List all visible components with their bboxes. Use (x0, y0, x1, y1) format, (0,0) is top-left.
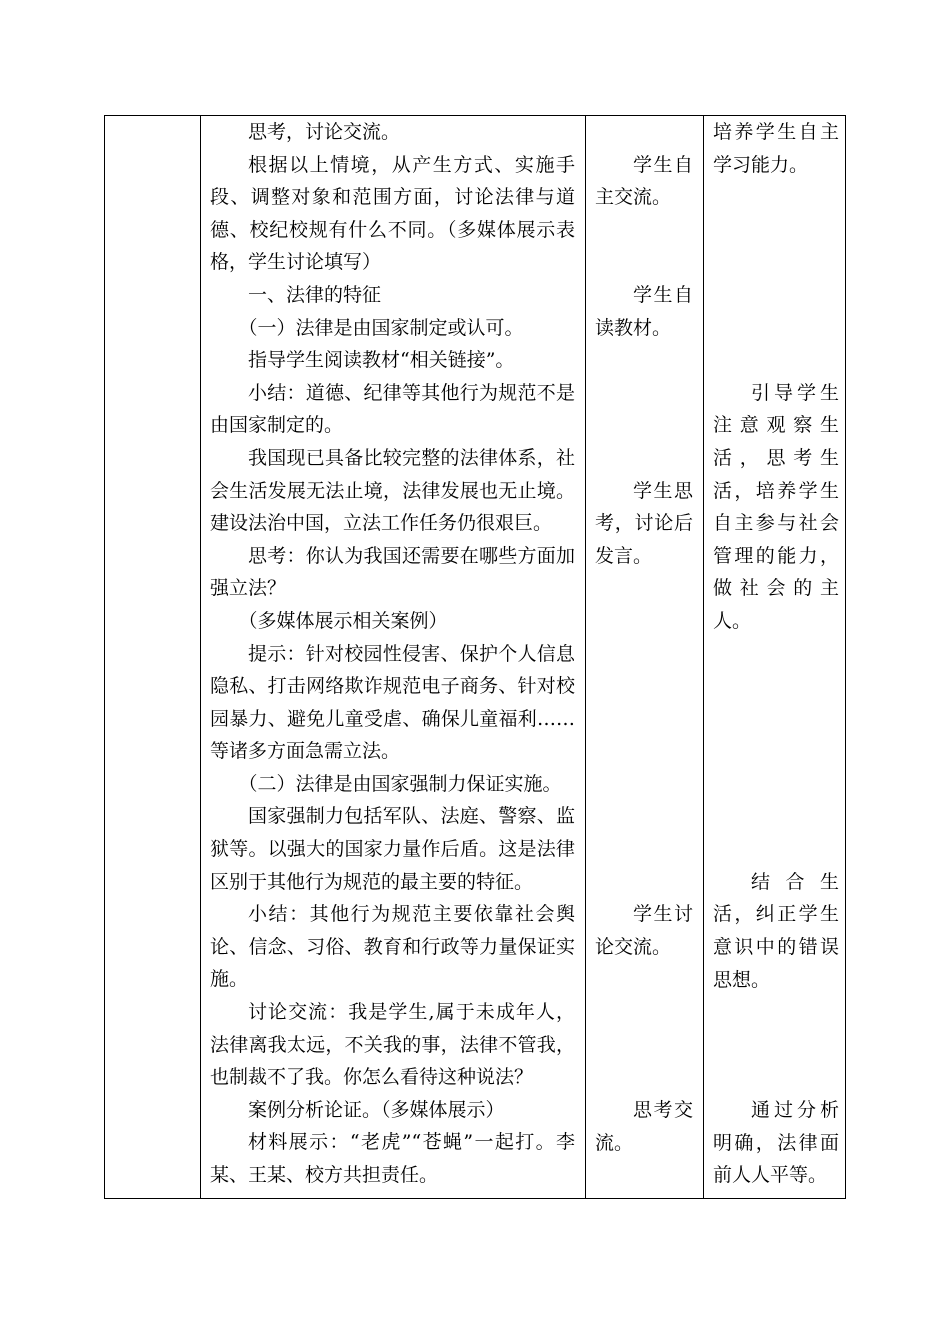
content-paragraph: （多媒体展示相关案例） (238, 609, 448, 632)
lesson-table (104, 115, 846, 1199)
activity-note: 学生自主交流。 (595, 153, 693, 209)
content-paragraph: 小结：道德、纪律等其他行为规范不是由国家制定的。 (210, 381, 575, 437)
content-paragraph: 思考：你认为我国还需要在哪些方面加强立法？ (210, 544, 575, 600)
activity-note: 学生思考，讨论后发言。 (595, 479, 693, 567)
activity-note: 学生自读教材。 (595, 284, 693, 339)
content-paragraph: 指导学生阅读教材“相关链接”。 (248, 349, 515, 372)
subsection-heading: （二）法律是由国家强制力保证实施。 (238, 772, 562, 795)
activity-note: 思考交流。 (595, 1099, 693, 1154)
column-divider (200, 116, 201, 1198)
intent-note: 结合生活，纠正学生意识中的错误思想。 (713, 870, 839, 991)
intent-note: 引导学生注意观察生活，思考生活，培养学生自主参与社会管理的能力，做社会的主人。 (713, 381, 839, 632)
content-paragraph: 国家强制力包括军队、法庭、警察、监狱等。以强大的国家力量作后盾。这是法律区别于其他行为规范的最主要的特征。 (210, 805, 575, 893)
column-divider (585, 116, 586, 1198)
content-paragraph: 思考，讨论交流。 (248, 121, 401, 143)
teaching-content-column (202, 116, 575, 1192)
content-paragraph: 材料展示：“老虎”“苍蝇”一起打。李某、王某、校方共担责任。 (210, 1131, 575, 1186)
content-paragraph: 提示：针对校园性侵害、保护个人信息隐私、打击网络欺诈规范电子商务、针对校园暴力、避免儿童受虐、确保儿童福利……等诸多方面急需立法。 (210, 642, 575, 763)
content-paragraph: 讨论交流：我是学生,属于未成年人，法律离我太远，不关我的事，法律不管我，也制裁不了我。你怎么看待这种说法？ (210, 1001, 575, 1089)
intent-note: 培养学生自主学习能力。 (713, 121, 839, 176)
column-divider (703, 116, 704, 1198)
content-paragraph: 我国现已具备比较完整的法律体系，社会生活发展无法止境，法律发展也无止境。建设法治中国，立法工作任务仍很艰巨。 (210, 446, 575, 535)
subsection-heading: （一）法律是由国家制定或认可。 (238, 316, 524, 339)
content-paragraph: 案例分析论证。（多媒体展示） (248, 1098, 505, 1121)
intent-note: 通过分析明确，法律面前人人平等。 (713, 1099, 839, 1187)
section-heading: 一、法律的特征 (248, 283, 382, 306)
content-paragraph: 小结：其他行为规范主要依靠社会舆论、信念、习俗、教育和行政等力量保证实施。 (210, 903, 575, 991)
content-paragraph: 根据以上情境，从产生方式、实施手段、调整对象和范围方面，讨论法律与道德、校纪校规有什么不同。（多媒体展示表格，学生讨论填写） (210, 153, 575, 274)
activity-note: 学生讨论交流。 (595, 903, 693, 958)
